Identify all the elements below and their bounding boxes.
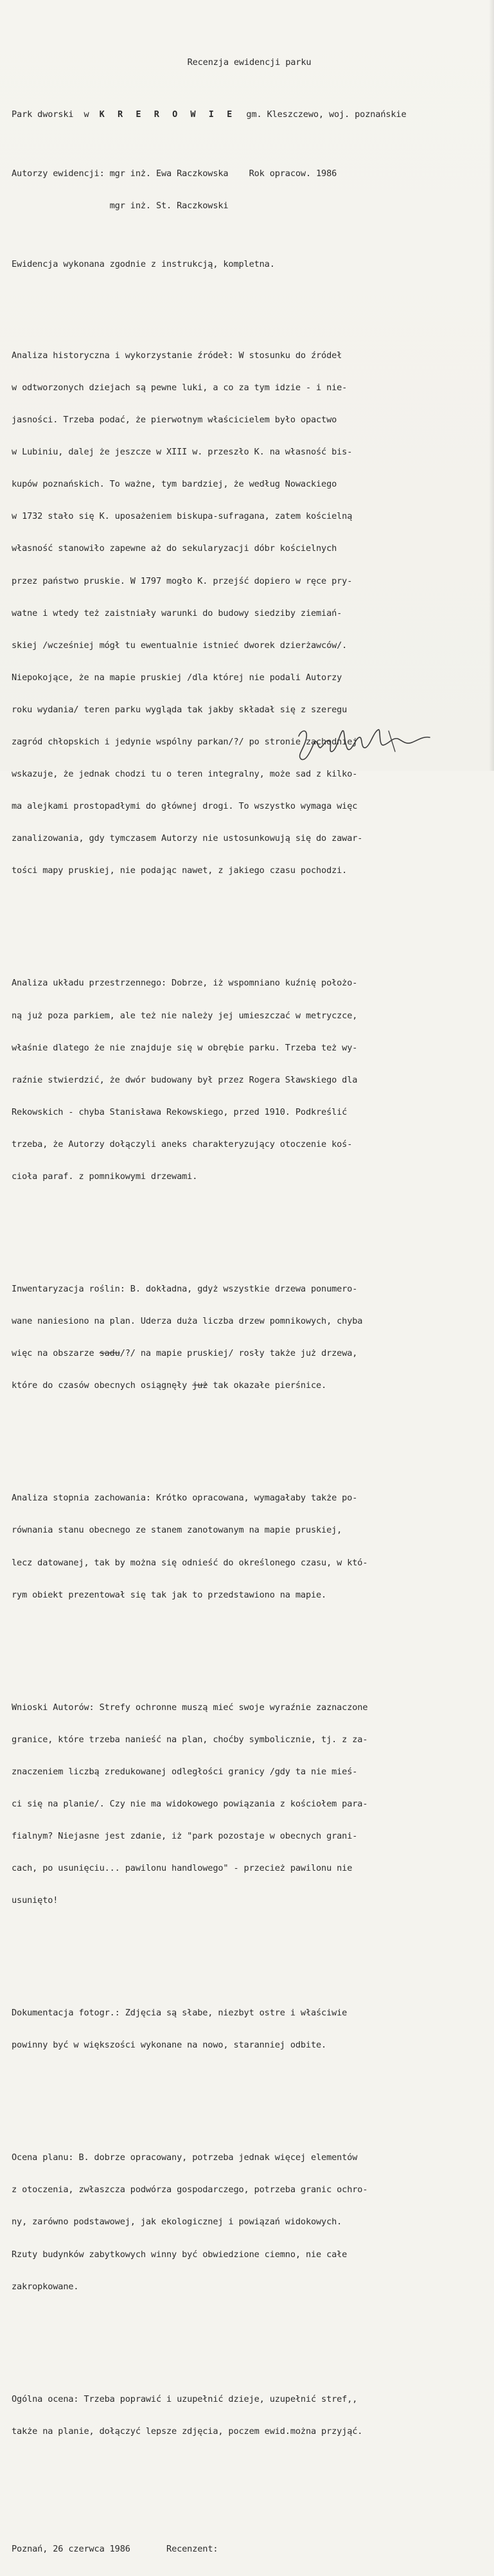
text-line: Ogólna ocena: Trzeba poprawić i uzupełnić dzieje, uzupełnić stref,, [12,2393,358,2404]
text-fragment: które do czasów obecnych osiągnęły [12,1380,193,1391]
park-line-prefix: Park dworski w [12,109,100,120]
text-line: przez państwo pruskie. W 1797 mogło K. przejść dopiero w ręce pry- [12,575,353,586]
text-line: z otoczenia, zwłaszcza podwórza gospodarczego, potrzeba granic ochro- [12,2184,368,2195]
text-line: Analiza historyczna i wykorzystanie źródeł: W stosunku do źródeł [12,350,342,361]
text-line: Dokumentacja fotogr.: Zdjęcia są słabe, niezbyt ostre i właściwie [12,2008,348,2019]
text-line: Rzuty budynków zabytkowych winny być obwiedzione ciemno, nie całe [12,2249,348,2260]
text-line: rym obiekt prezentował się tak jak to przedstawiono na mapie. [12,1589,327,1600]
text-line: Analiza stopnia zachowania: Krótko opracowana, wymagałaby także po- [12,1493,358,1504]
text-line: Inwentaryzacja roślin: B. dokładna, gdyż wszystkie drzewa ponumero- [12,1284,358,1295]
text-line: wskazuje, że jednak chodzi tu o teren integralny, może sad z kilko- [12,769,358,780]
text-line: cioła paraf. z pomnikowymi drzewami. [12,1171,198,1182]
paragraph-conclusions [12,1680,487,1927]
text-line: Analiza układu przestrzennego: Dobrze, iż wspomniano kuźnię położo- [12,978,358,989]
text-line: także na planie, dołączyć lepsze zdjęcia, poczem ewid.można przyjąć. [12,2426,363,2436]
text-line: własność stanowiło zapewne aż do sekularyzacji dóbr kościelnych [12,543,337,554]
text-line: ci się na planie/. Czy nie ma widokowego powiązania z kościołem para- [12,1798,368,1809]
text-line: Wnioski Autorów: Strefy ochronne muszą mieć swoje wyraźnie zaznaczone [12,1702,368,1713]
text-line [12,1380,487,1391]
document-title: Recenzja ewidencji parku [187,57,312,68]
paragraph-plan [12,2131,487,2314]
text-line: Rekowskich - chyba Stanisława Rekowskiego, przed 1910. Podkreślić [12,1106,348,1117]
text-line: jasności. Trzeba podać, że pierwotnym właścicielem było opactwo [12,415,337,426]
text-line: lecz datowanej, tak by można się odnieść do określonego czasu, w któ- [12,1557,368,1568]
text-line [12,1348,487,1359]
text-line: raźnie stwierdzić, że dwór budowany był przez Rogera Sławskiego dla [12,1074,358,1085]
paragraph-condition [12,1472,487,1622]
text-line: ną już poza parkiem, ale też nie należy jej umieszczać w metryczce, [12,1010,358,1021]
statement-line: Ewidencja wykonana zgodnie z instrukcją, kompletna. [12,259,275,270]
place-date: Poznań, 26 czerwca 1986 [12,2543,130,2554]
struck-word: już [192,1380,208,1391]
text-line: roku wydania/ teren parku wygląda tak jakby składał się z szeregu [12,704,348,715]
text-line: ny, zarówno podstawowej, jak ekologicznej i powiązań widokowych. [12,2217,342,2228]
park-line-suffix: gm. Kleszczewo, woj. poznańskie [236,109,407,120]
handwritten-signature [292,723,485,764]
text-line: zanalizowania, gdy tymczasem Autorzy nie ustosunkowują się do zawar- [12,833,363,844]
typed-text [12,0,487,2576]
text-line: wane naniesiono na plan. Uderza duża liczba drzew pomnikowych, chyba [12,1316,363,1327]
footer-line [12,2544,487,2555]
text-line: granice, które trzeba nanieść na plan, choćby symbolicznie, tj. z za- [12,1734,368,1745]
text-line: zakropkowane. [12,2281,79,2292]
paragraph-photos [12,1986,487,2073]
authors-line-2: mgr inż. St. Raczkowski [12,200,229,211]
park-line [12,109,487,120]
text-line: Niepokojące, że na mapie pruskiej /dla której nie podali Autorzy [12,672,342,683]
text-fragment: tak okazałe pierśnice. [207,1380,327,1391]
text-line: w odtworzonych dziejach są pewne luki, a co za tym idzie - i nie- [12,383,348,393]
text-fragment: /?/ na mapie pruskiej/ rosły także już drzewa, [119,1348,358,1359]
paragraph-spatial [12,957,487,1203]
text-line: równania stanu obecnego ze stanem zanotowanym na mapie pruskiej, [12,1525,342,1536]
text-line: zagród chłopskich i jedynie wspólny parkan/?/ po stronie zachodniej [12,737,358,748]
text-line: trzeba, że Autorzy dołączyli aneks charakteryzujący otoczenie koś- [12,1139,353,1149]
page-edge-shadow [489,0,494,771]
paragraph-plants [12,1263,487,1413]
text-line: w 1732 stało się K. uposażeniem biskupa-sufragana, zatem kościelną [12,511,353,522]
text-line: usunięto! [12,1895,58,1906]
paragraph-historical [12,329,487,898]
park-name: K R E R O W I E [99,109,236,120]
text-line: cach, po usunięciu... pawilonu handlowego" - przecież pawilonu nie [12,1863,353,1874]
text-line: kupów poznańskich. To ważne, tym bardziej, że według Nowackiego [12,479,337,490]
text-line: w Lubiniu, dalej że jeszcze w XIII w. przeszło K. na własność bis- [12,447,353,458]
struck-word: sadu [99,1348,120,1359]
text-line: ma alejkami prostopadłymi do głównej drogi. To wszystko wymaga więc [12,801,358,812]
text-line: powinny być w większości wykonane na nowo, staranniej odbite. [12,2040,327,2051]
text-fragment: więc na obszarze [12,1348,100,1359]
text-line: znaczeniem liczbą zredukowanej odległości granicy /gdy ta nie mieś- [12,1766,358,1777]
reviewer-label: Recenzent: [166,2543,218,2554]
text-line: właśnie dlatego że nie znajduje się w obrębie parku. Trzeba też wy- [12,1042,358,1053]
text-line: skiej /wcześniej mógł tu ewentualnie istnieć dworek dzierżawców/. [12,640,348,651]
text-line: fialnym? Niejasne jest zdanie, iż "park pozostaje w obecnych grani- [12,1830,358,1841]
text-line: tości mapy pruskiej, nie podając nawet, z jakiego czasu pochodzi. [12,865,348,876]
text-line: Ocena planu: B. dobrze opracowany, potrzeba jednak więcej elementów [12,2152,358,2163]
text-line: watne i wtedy też zaistniały warunki do budowy siedziby ziemiań- [12,608,342,618]
paragraph-overall [12,2372,487,2458]
authors-line-1: Autorzy ewidencji: mgr inż. Ewa Raczkowska Rok opracow. 1986 [12,168,337,179]
